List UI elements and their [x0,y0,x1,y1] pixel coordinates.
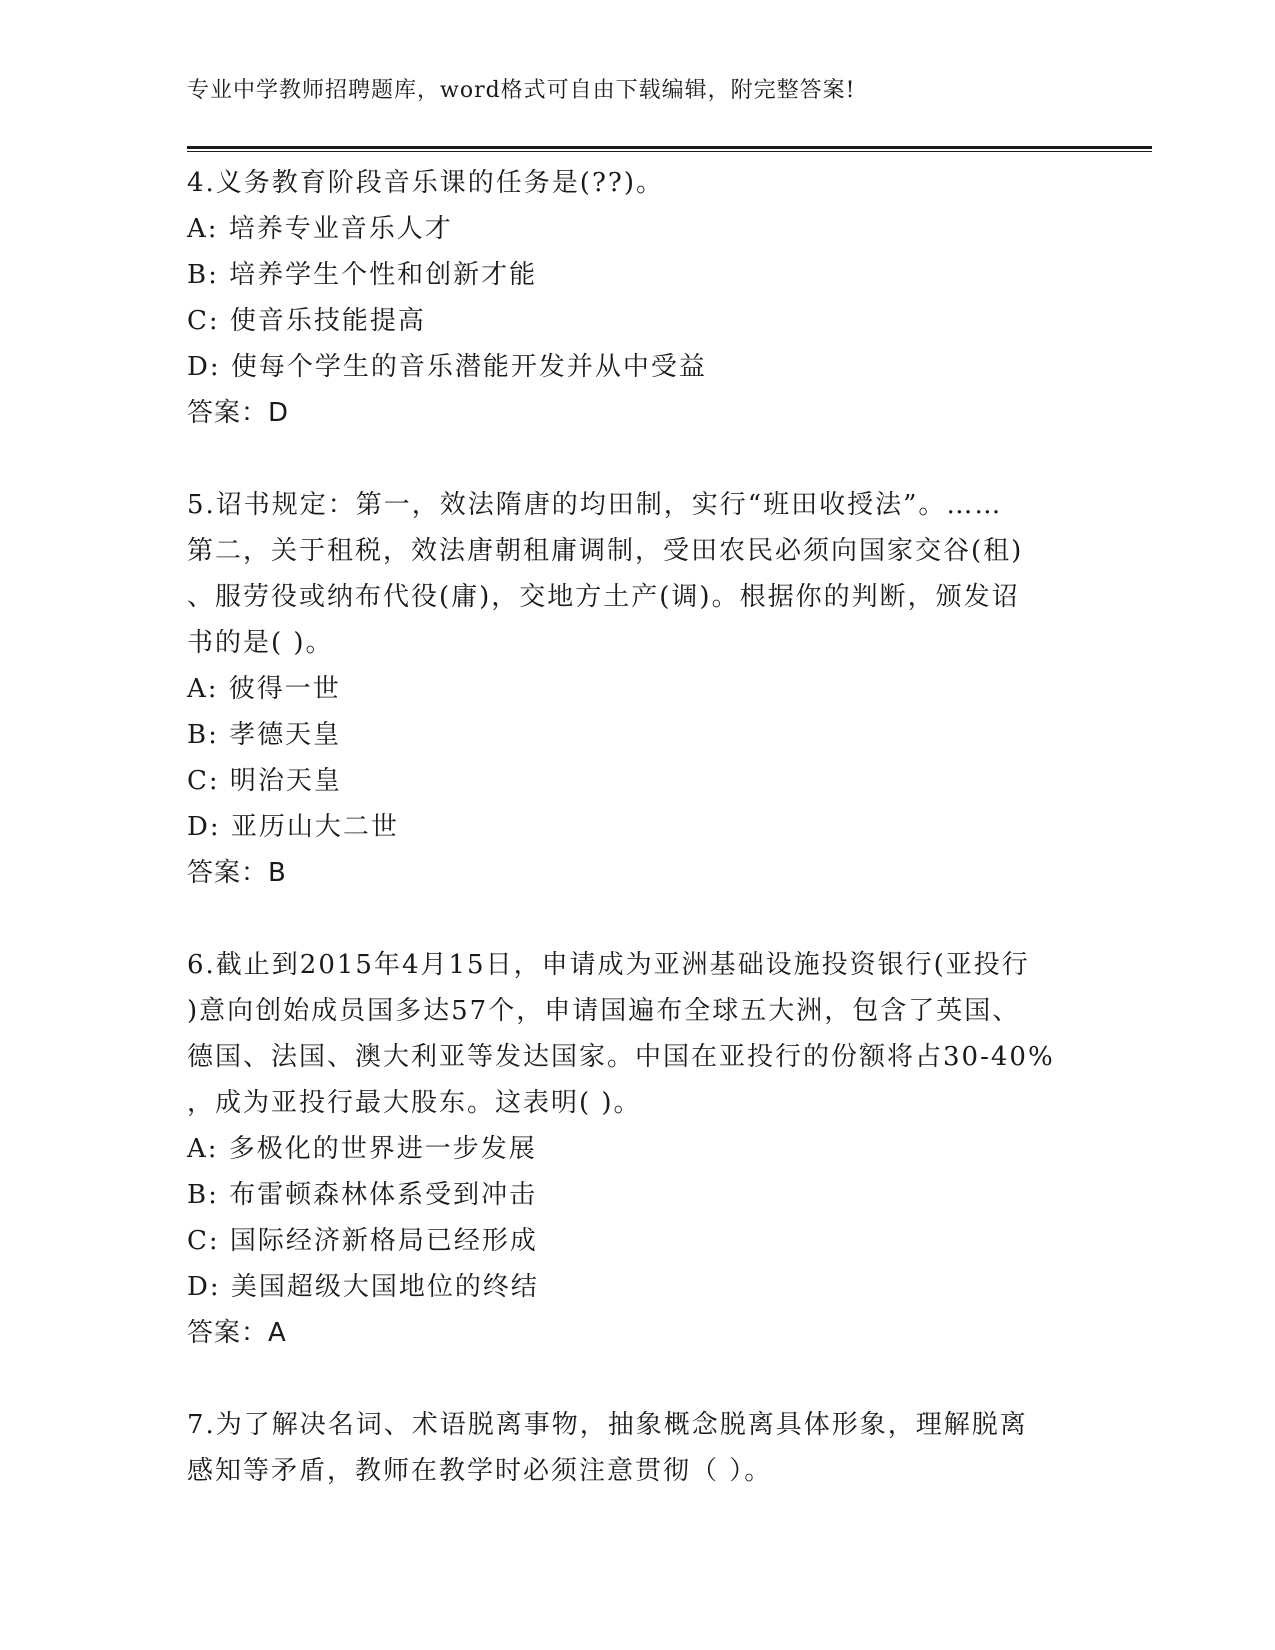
question-6 [187,942,1087,1356]
question-7 [187,1402,1087,1494]
question-stem-line: 5.诏书规定：第一，效法隋唐的均田制，实行“班田收授法”。…… [187,490,1003,520]
option-c: C: 明治天皇 [187,766,342,796]
question-4 [187,160,1087,436]
option-a: A: 培养专业音乐人才 [187,214,453,244]
question-stem-line: 德国、法国、澳大利亚等发达国家。中国在亚投行的份额将占30-40% [187,1042,1055,1072]
question-stem-line: 4.义务教育阶段音乐课的任务是(??)。 [187,168,664,198]
question-list [187,160,1087,1494]
question-stem-line: 感知等矛盾，教师在教学时必须注意贯彻（ ）。 [187,1456,773,1486]
question-stem-line: 6.截止到2015年4月15日，申请成为亚洲基础设施投资银行(亚投行 [187,950,1030,980]
question-stem-line: 书的是( )。 [187,628,334,658]
answer-line: 答案：B [187,858,287,888]
option-d: D: 美国超级大国地位的终结 [187,1272,539,1302]
question-stem-line: 第二，关于租税，效法唐朝租庸调制，受田农民必须向国家交谷(租) [187,536,1024,566]
question-stem-line: 7.为了解决名词、术语脱离事物，抽象概念脱离具体形象，理解脱离 [187,1410,1028,1440]
question-stem-line: 、服劳役或纳布代役(庸)，交地方土产(调)。根据你的判断，颁发诏 [187,582,1020,612]
answer-line: 答案：A [187,1318,287,1348]
question-stem-line: )意向创始成员国多达57个，申请国遍布全球五大洲，包含了英国、 [187,996,1021,1026]
option-a: A: 彼得一世 [187,674,341,704]
option-d: D: 亚历山大二世 [187,812,399,842]
option-d: D: 使每个学生的音乐潜能开发并从中受益 [187,352,707,382]
option-c: C: 国际经济新格局已经形成 [187,1226,538,1256]
option-b: B: 布雷顿森林体系受到冲击 [187,1180,538,1210]
question-5 [187,482,1087,896]
option-b: B: 培养学生个性和创新才能 [187,260,538,290]
option-a: A: 多极化的世界进一步发展 [187,1134,537,1164]
page-header-text: 专业中学教师招聘题库，word格式可自由下载编辑，附完整答案! [187,78,856,103]
option-b: B: 孝德天皇 [187,720,342,750]
question-stem-line: ，成为亚投行最大股东。这表明( )。 [187,1088,642,1118]
answer-line: 答案：D [187,398,290,428]
header-divider [187,146,1152,152]
option-c: C: 使音乐技能提高 [187,306,426,336]
